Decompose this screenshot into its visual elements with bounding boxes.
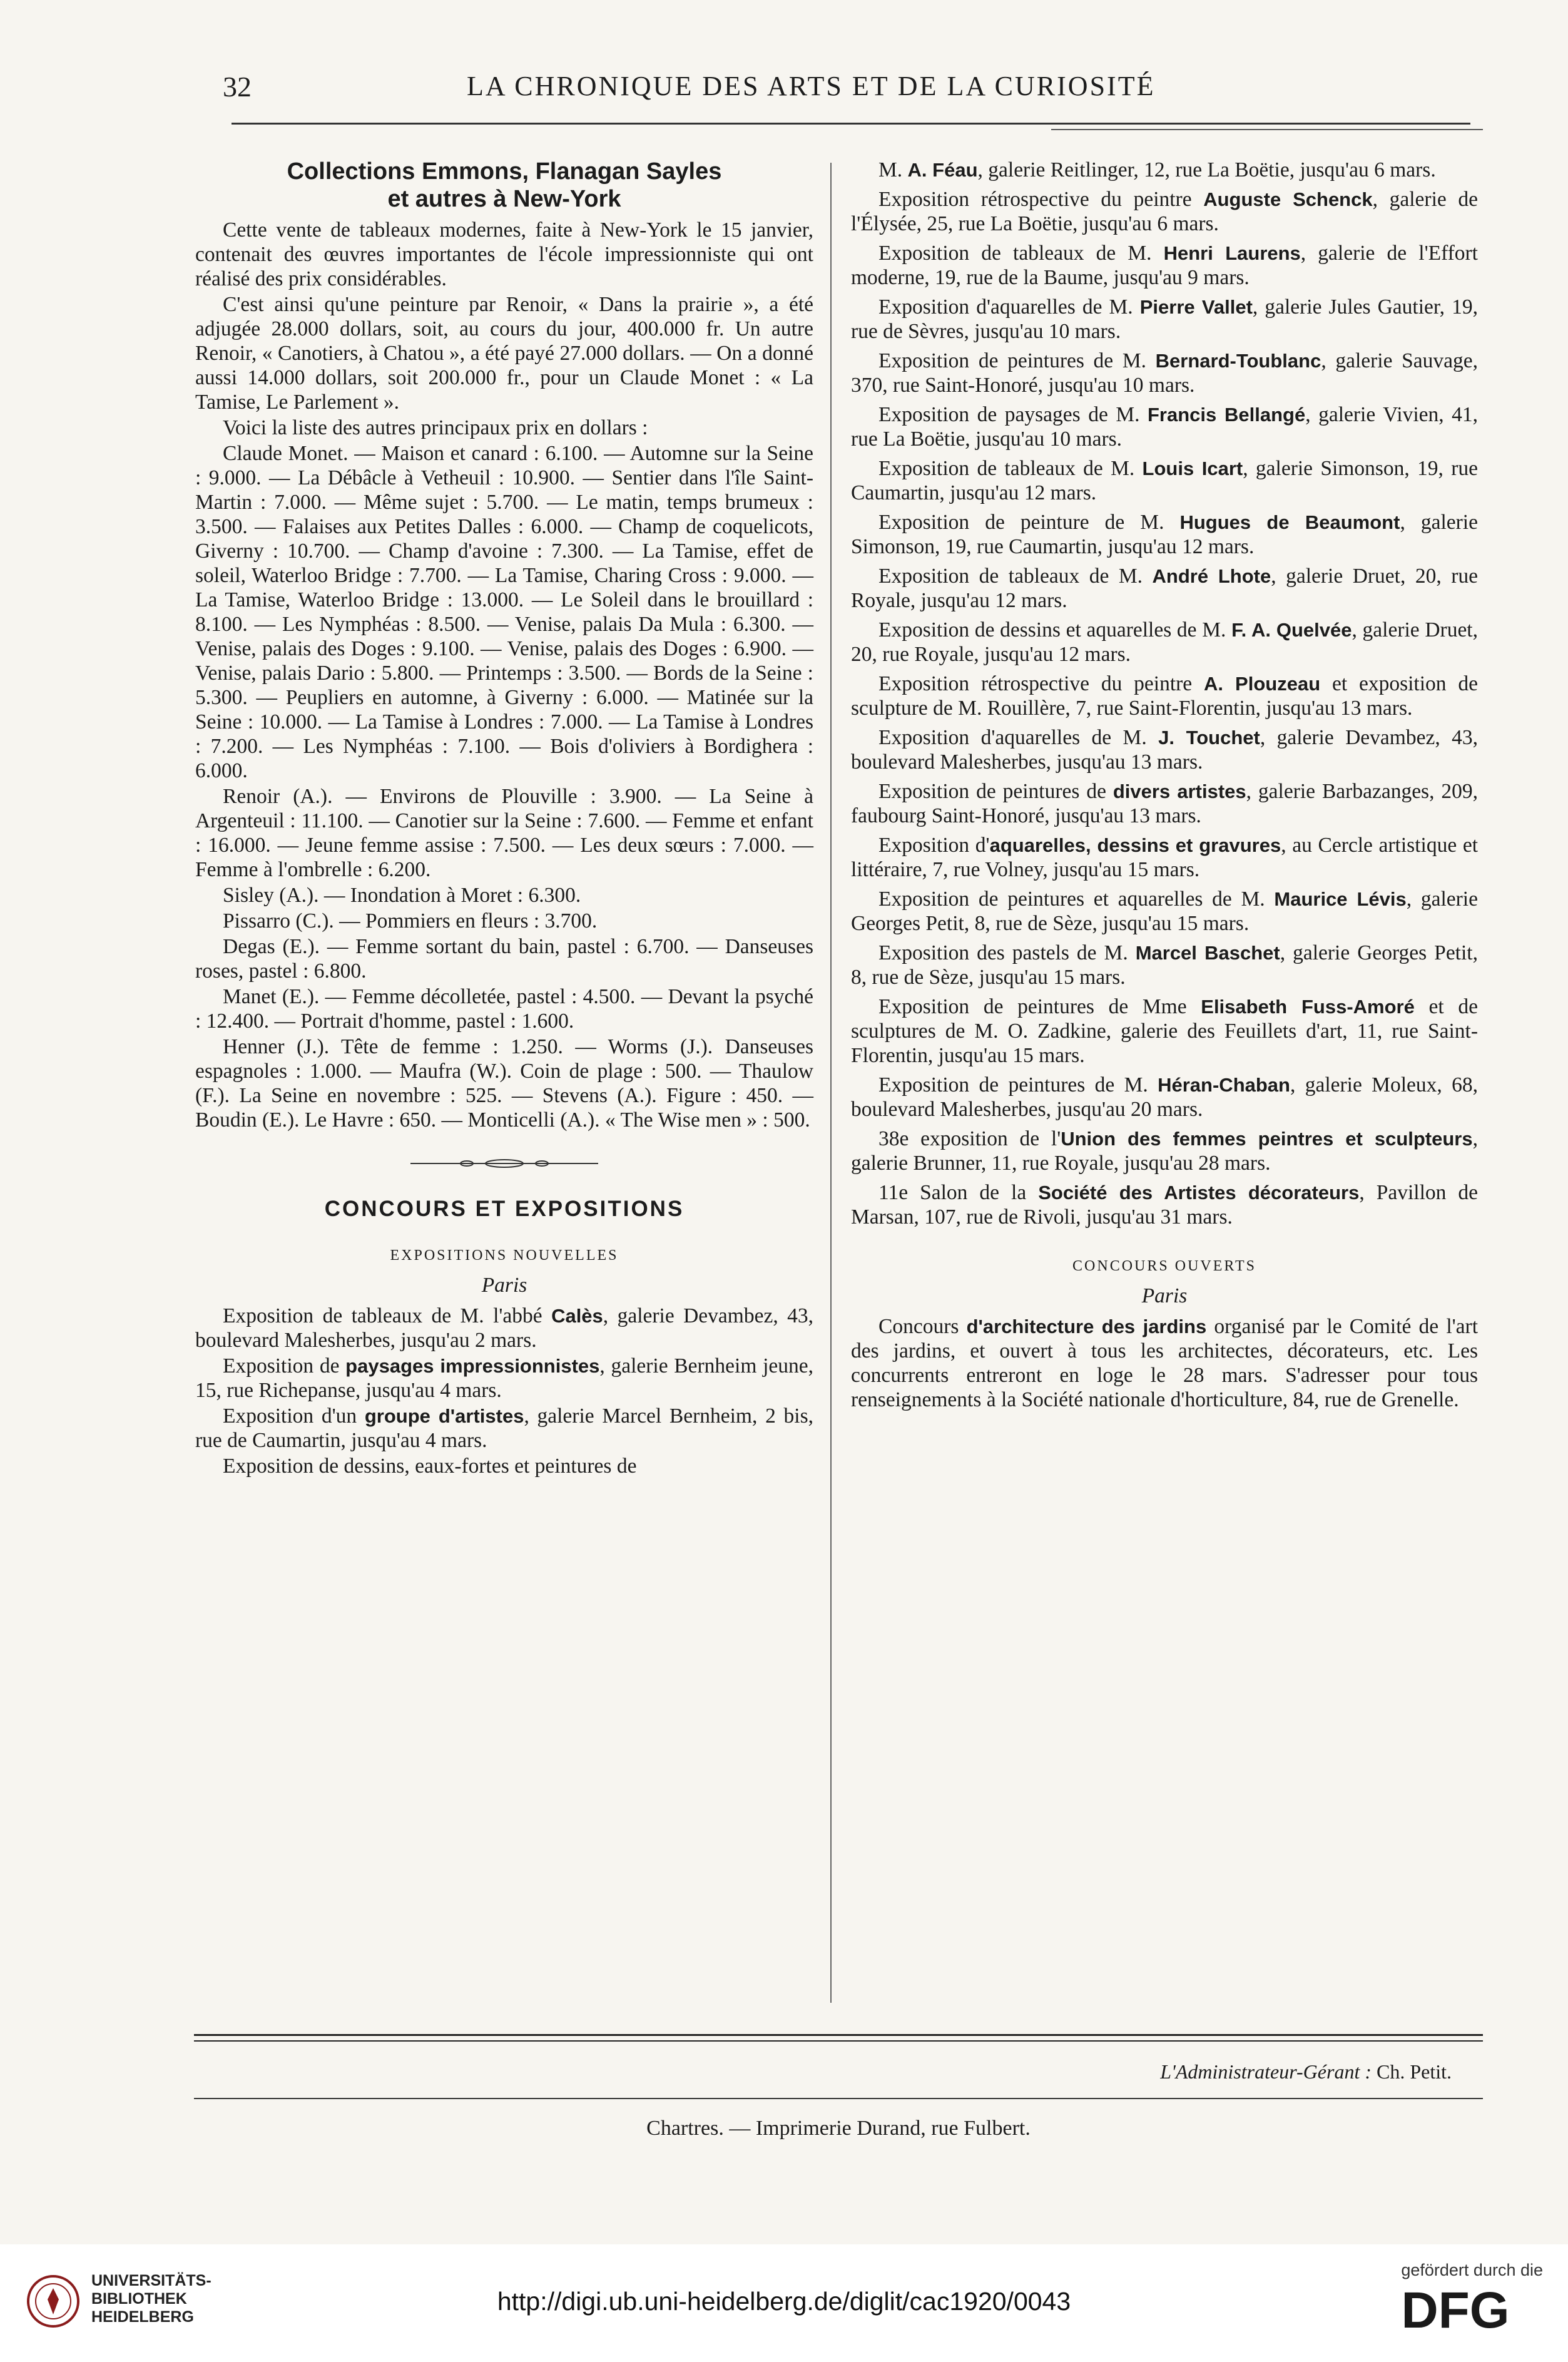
page-number: 32 [223,71,252,103]
ornament-divider [195,1151,813,1175]
expositions-nouvelles-heading: EXPOSITIONS NOUVELLES [390,1247,619,1264]
emmons-paragraph: Cette vente de tableaux modernes, faite à New-York le 15 janvier, contenait des œuvres importantes de l'école impressionniste qui ont réalisé des prix considérables. [195,218,813,290]
exhibition-entry: Exposition de tableaux de M. André Lhote, galerie Druet, 20, rue Royale, jusqu'au 12 mars. [851,565,1478,612]
funded-by-label: gefördert durch die [1401,2261,1543,2279]
dfg-logo-text: DFG [1401,2285,1510,2334]
signature-name: Ch. Petit. [1371,2060,1452,2083]
exhibition-entry: M. A. Féau, galerie Reitlinger, 12, rue La Boëtie, jusqu'au 6 mars. [878,158,1436,181]
exhibition-entry: Exposition de peintures de M. Bernard-Toublanc, galerie Sauvage, 370, rue Saint-Honoré, jusqu'au 10 mars. [851,349,1478,397]
exhibition-entry: Exposition d'aquarelles de M. Pierre Vallet, galerie Jules Gautier, 19, rue de Sèvres, jusqu'au 10 mars. [851,295,1478,343]
concours-entry: Concours d'architecture des jardins organisé par le Comité de l'art des jardins, et ouvert à tous les architectes, décorateurs, etc. Les concurrents entreront en loge le 28 mars. S'adresser pour tous renseignements à la Société nationale d'horticulture, 84, rue de Grenelle. [851,1315,1479,1411]
emmons-paragraph: Degas (E.). — Femme sortant du bain, pastel : 6.700. — Danseuses roses, pastel : 6.800. [195,935,813,983]
concours-section-title: CONCOURS ET EXPOSITIONS [324,1197,685,1221]
exhibition-entry: Exposition de peintures de Mme Elisabeth Fuss-Amoré et de sculptures de M. O. Zadkine, galerie des Feuillets d'art, 11, rue Saint-Florentin, jusqu'au 15 mars. [851,995,1479,1067]
digital-object-url[interactable]: http://digi.ub.uni-heidelberg.de/diglit/cac1920/0043 [497,2287,1071,2316]
footer-rule [194,2098,1483,2099]
exhibition-entry: Exposition d'aquarelles, dessins et gravures, au Cercle artistique et littéraire, 7, rue Volney, jusqu'au 15 mars. [851,834,1479,881]
exhibition-entry: Exposition de peintures et aquarelles de M. Maurice Lévis, galerie Georges Petit, 8, rue de Sèze, jusqu'au 15 mars. [851,887,1478,935]
column-divider [830,163,832,2003]
emmons-paragraph: Manet (E.). — Femme décolletée, pastel : 4.500. — Devant la psyché : 12.400. — Portrait d'homme, pastel : 1.600. [195,985,813,1033]
exhibition-entry: Exposition de dessins, eaux-fortes et peintures de [223,1455,637,1478]
emmons-title-line1: Collections Emmons, Flanagan Sayles [287,158,722,185]
exhibition-entry: Exposition rétrospective du peintre A. Plouzeau et exposition de sculpture de M. Rouillère, 7, rue Saint-Florentin, jusqu'au 13 mars. [851,672,1478,720]
exhibition-entry: 38e exposition de l'Union des femmes peintres et sculpteurs, galerie Brunner, 11, rue Royale, jusqu'au 28 mars. [851,1127,1478,1175]
ornament-divider-icon [410,1158,598,1168]
university-library-name: UNIVERSITÄTS- BIBLIOTHEK HEIDELBERG [91,2272,211,2326]
exhibition-entry: Exposition de peintures de M. Héran-Chaban, galerie Moleux, 68, boulevard Malesherbes, jusqu'au 20 mars. [851,1073,1478,1121]
emmons-paragraph: Sisley (A.). — Inondation à Moret : 6.300. [223,884,581,907]
exhibition-entry: Exposition de tableaux de M. Louis Icart, galerie Simonson, 19, rue Caumartin, jusqu'au 12 mars. [851,457,1478,504]
digitization-band [0,2244,1568,2362]
emmons-paragraph: Voici la liste des autres principaux prix en dollars : [223,416,648,439]
administrator-signature [888,2060,1452,2083]
exhibition-entry: Exposition d'un groupe d'artistes, galerie Marcel Bernheim, 2 bis, rue de Caumartin, jusqu'au 4 mars. [195,1404,813,1452]
exhibition-entry: Exposition des pastels de M. Marcel Baschet, galerie Georges Petit, 8, rue de Sèze, jusqu'au 15 mars. [851,941,1478,989]
dfg-funding-block [1336,2261,1543,2334]
emmons-paragraph: C'est ainsi qu'une peinture par Renoir, « Dans la prairie », a été adjugée 28.000 dollars, soit, au cours du jour, 400.000 fr. Un autre Renoir, « Canotiers, à Chatou », a été payé 27.000 dollars. — On a donné aussi 14.000 dollars, soit 200.000 fr., pour un Claude Monet : « La Tamise, Le Parlement ». [195,293,813,414]
emmons-paragraph: Claude Monet. — Maison et canard : 6.100. — Automne sur la Seine : 9.000. — La Débâcle à Vetheuil : 10.900. — Sentier dans l'île Saint-Martin : 7.000. — Même sujet : 5.700. — Le matin, temps brumeux : 3.500. — Falaises aux Petites Dalles : 6.000. — Champ de coquelicots, Giverny : 10.700. — Champ d'avoine : 7.300. — La Tamise, effet de soleil, Waterloo Bridge : 7.700. — La Tamise, Charing Cross : 9.000. — La Tamise, Waterloo Bridge : 13.000. — Le Soleil dans le brouillard : 8.100. — Les Nymphéas : 8.500. — Venise, palais Da Mula : 6.300. — Venise, palais des Doges : 9.100. — Venise, palais des Doges : 6.900. — Venise, palais Dario : 5.800. — Printemps : 3.500. — Bords de la Seine : 5.300. — Peupliers en automne, à Giverny : 6.000. — Matinée sur la Seine : 10.000. — La Tamise à Londres : 7.000. — La Tamise à Londres : 7.200. — Les Nymphéas : 7.100. — Bois d'oliviers à Bordighera : 6.000. [195,442,813,782]
concours-ouverts-heading: CONCOURS OUVERTS [1072,1258,1256,1274]
exhibition-entry: Exposition de tableaux de M. Henri Laurens, galerie de l'Effort moderne, 19, rue de la Baume, jusqu'au 9 mars. [851,242,1478,289]
printer-line: Chartres. — Imprimerie Durand, rue Fulbert. [646,2117,1031,2140]
emmons-title-line2: et autres à New-York [387,186,621,212]
emmons-paragraph: Henner (J.). Tête de femme : 1.250. — Worms (J.). Danseuses espagnoles : 1.000. — Maufra (W.). Coin de plage : 500. — Thaulow (F.). La Seine en novembre : 525. — Stevens (A.). Figure : 450. — Boudin (E.). Le Havre : 650. — Monticelli (A.). « The Wise men » : 500. [195,1035,813,1132]
exhibition-entry: Exposition de tableaux de M. l'abbé Calès, galerie Devambez, 43, boulevard Malesherbes, jusqu'au 2 mars. [195,1304,813,1352]
exhibition-entry: Exposition de peinture de M. Hugues de Beaumont, galerie Simonson, 19, rue Caumartin, jusqu'au 12 mars. [851,511,1478,558]
left-column [195,158,813,1478]
emmons-section-title [195,158,813,213]
page-header [223,70,1469,120]
paris-subheading: Paris [481,1274,527,1297]
exhibition-entry: Exposition de paysages impressionnistes, galerie Bernheim jeune, 15, rue Richepanse, jusqu'au 4 mars. [195,1354,813,1402]
exhibition-entry: Exposition de paysages de M. Francis Bellangé, galerie Vivien, 41, rue La Boëtie, jusqu'au 10 mars. [851,403,1478,451]
right-column [851,158,1478,1412]
dfg-logo-icon [1368,2285,1543,2334]
exhibition-entry: Exposition de peintures de divers artistes, galerie Barbazanges, 209, faubourg Saint-Honoré, jusqu'au 13 mars. [851,780,1479,827]
exhibition-entry: Exposition d'aquarelles de M. J. Touchet, galerie Devambez, 43, boulevard Malesherbes, jusqu'au 13 mars. [851,726,1478,774]
header-rule-secondary [1051,129,1483,130]
running-title: LA CHRONIQUE DES ARTS ET DE LA CURIOSITÉ [467,71,1156,101]
signature-title: L'Administrateur-Gérant : [1160,2060,1372,2083]
exhibition-entry: 11e Salon de la Société des Artistes décorateurs, Pavillon de Marsan, 107, rue de Rivoli, jusqu'au 31 mars. [851,1181,1478,1229]
exhibition-entry: Exposition rétrospective du peintre Auguste Schenck, galerie de l'Élysée, 25, rue La Boëtie, jusqu'au 6 mars. [851,188,1478,235]
emmons-paragraph: Renoir (A.). — Environs de Plouville : 3.900. — La Seine à Argenteuil : 11.100. — Canotier sur la Seine : 7.600. — Femme et enfant : 16.000. — Jeune femme assise : 7.500. — Les deux sœurs : 7.000. — Femme à l'ombrelle : 6.200. [195,785,813,881]
footer-rule [194,2040,1483,2042]
footer-rule [194,2034,1483,2036]
exhibition-entry: Exposition de dessins et aquarelles de M. F. A. Quelvée, galerie Druet, 20, rue Royale, jusqu'au 12 mars. [851,618,1478,666]
paris-subheading: Paris [1141,1284,1188,1307]
header-rule [232,123,1470,125]
emmons-paragraph: Pissarro (C.). — Pommiers en fleurs : 3.700. [223,909,598,933]
